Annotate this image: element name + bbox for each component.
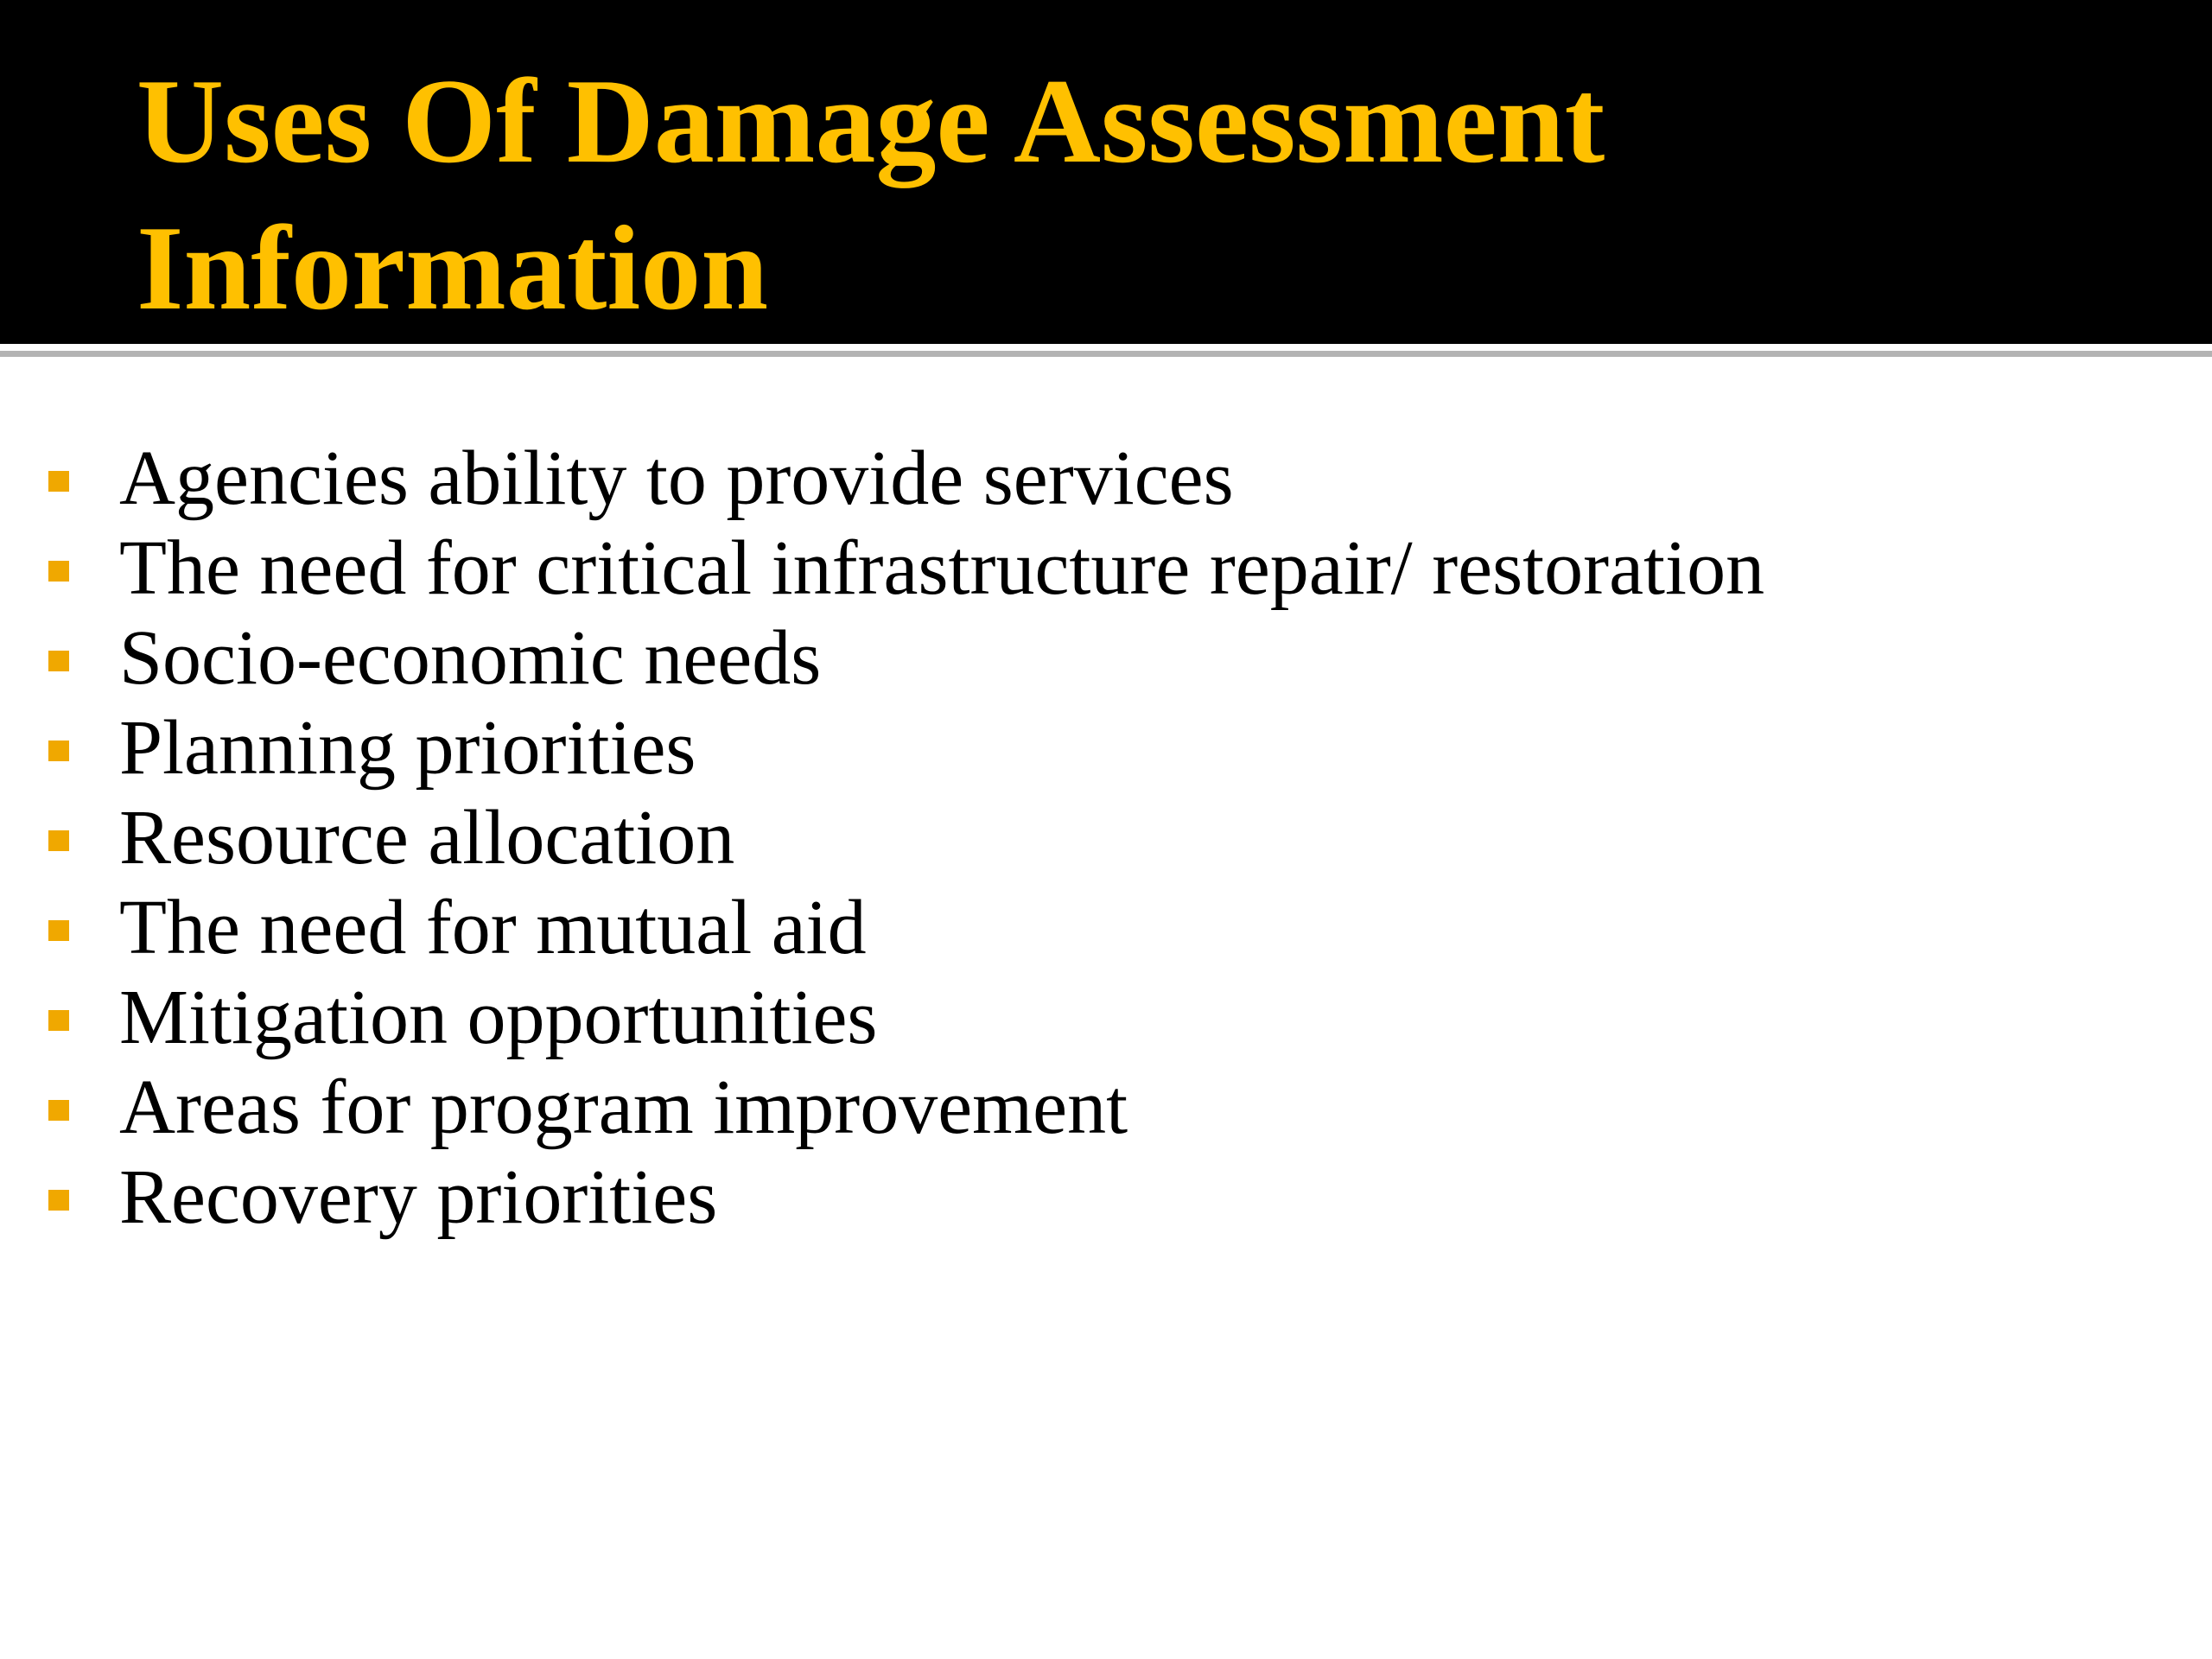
bullet-text: Socio-economic needs <box>119 615 822 701</box>
square-bullet-icon <box>48 471 69 492</box>
square-bullet-icon <box>48 1190 69 1211</box>
square-bullet-icon <box>48 651 69 671</box>
bullet-item <box>0 1063 1764 1153</box>
bullet-text: Planning priorities <box>119 705 696 791</box>
bullet-item <box>0 973 1764 1063</box>
square-bullet-icon <box>48 1100 69 1121</box>
bullet-text: Mitigation opportunities <box>119 975 878 1060</box>
bullet-text: Agencies ability to provide services <box>119 435 1234 521</box>
bullet-text: Areas for program improvement <box>119 1065 1128 1150</box>
square-bullet-icon <box>48 1010 69 1031</box>
bullet-item <box>0 613 1764 703</box>
bullet-item <box>0 524 1764 613</box>
bullet-text: The need for critical infrastructure repair/ restoration <box>119 525 1765 611</box>
title-divider-gray <box>0 351 2212 357</box>
slide-title: Uses Of Damage Assessment Information <box>137 54 1605 335</box>
bullet-item <box>0 883 1764 973</box>
bullet-list <box>0 434 1764 1243</box>
bullet-text: Resource allocation <box>119 795 735 880</box>
bullet-item <box>0 434 1764 524</box>
bullet-item <box>0 703 1764 793</box>
title-divider-white <box>0 344 2212 351</box>
square-bullet-icon <box>48 830 69 851</box>
bullet-text: Recovery priorities <box>119 1154 718 1240</box>
square-bullet-icon <box>48 741 69 761</box>
bullet-text: The need for mutual aid <box>119 885 867 970</box>
square-bullet-icon <box>48 561 69 582</box>
bullet-item <box>0 793 1764 883</box>
bullet-item <box>0 1153 1764 1243</box>
square-bullet-icon <box>48 920 69 941</box>
